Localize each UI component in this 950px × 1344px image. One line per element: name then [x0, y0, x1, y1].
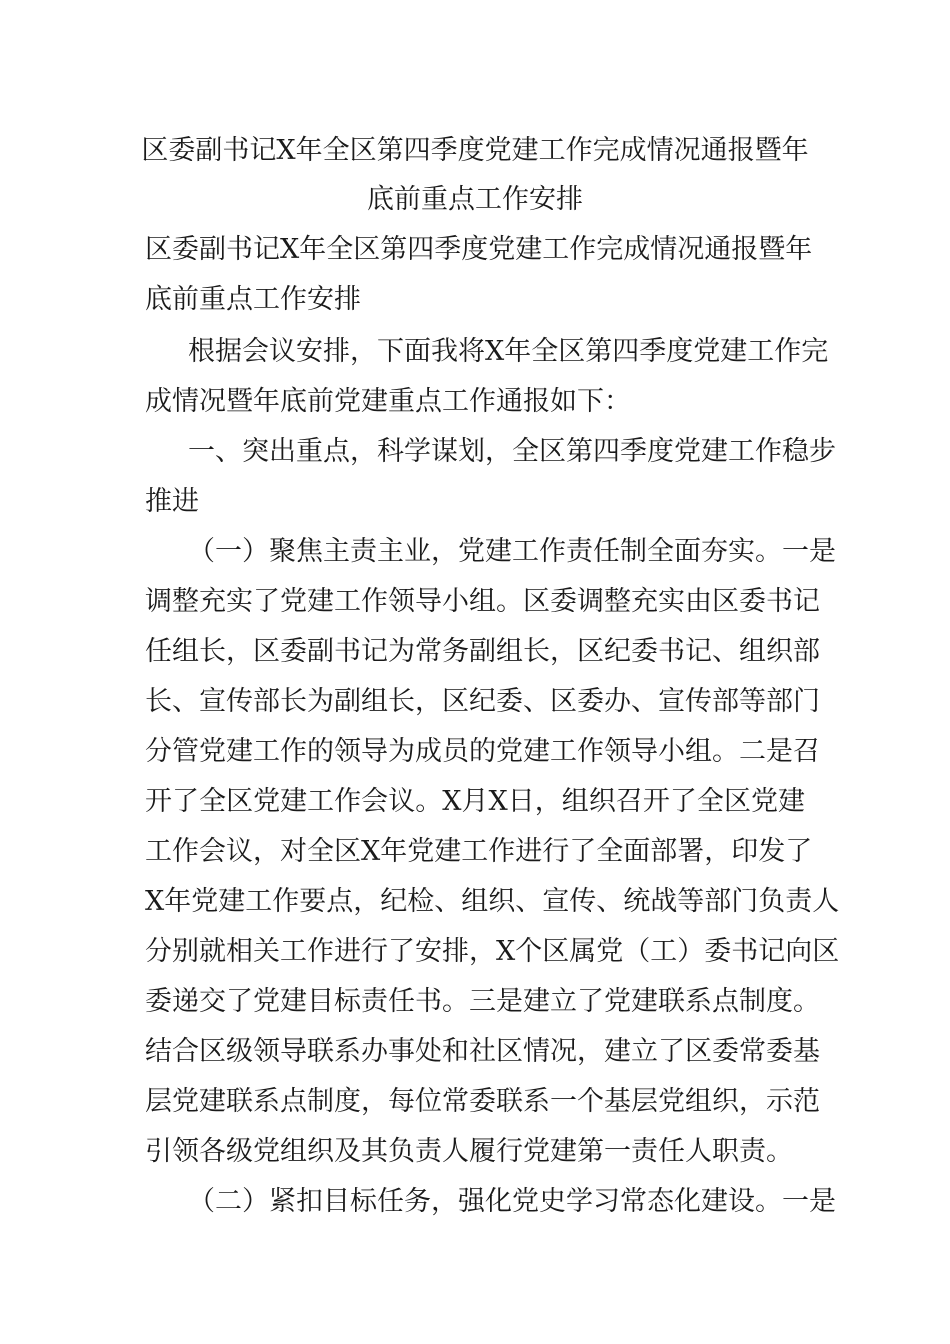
- paragraph-line: 委递交了党建目标责任书。三是建立了党建联系点制度。: [145, 986, 820, 1017]
- paragraph-line: X年党建工作要点，纪检、组织、宣传、统战等部门负责人: [145, 886, 840, 917]
- paragraph-line: （二）紧扣目标任务，强化党史学习常态化建设。一是: [188, 1186, 836, 1217]
- paragraph-intro-line-1: 根据会议安排，下面我将X年全区第四季度党建工作完: [188, 336, 829, 367]
- document-title-line-2: 底前重点工作安排: [367, 184, 583, 215]
- paragraph-line: 任组长，区委副书记为常务副组长，区纪委书记、组织部: [145, 636, 820, 667]
- paragraph-line: 长、宣传部长为副组长，区纪委、区委办、宣传部等部门: [145, 686, 820, 717]
- document-title-line-1: 区委副书记X年全区第四季度党建工作完成情况通报暨年: [141, 135, 809, 166]
- paragraph-line: 分管党建工作的领导为成员的党建工作领导小组。二是召: [145, 736, 820, 767]
- paragraph-line: 调整充实了党建工作领导小组。区委调整充实由区委书记: [145, 586, 820, 617]
- paragraph-line: 引领各级党组织及其负责人履行党建第一责任人职责。: [145, 1136, 793, 1167]
- body-heading-line-1: 区委副书记X年全区第四季度党建工作完成情况通报暨年: [145, 234, 813, 265]
- paragraph-line: 分别就相关工作进行了安排，X个区属党（工）委书记向区: [145, 936, 840, 967]
- paragraph-line: 结合区级领导联系办事处和社区情况，建立了区委常委基: [145, 1036, 820, 1067]
- paragraph-line: 开了全区党建工作会议。X月X日，组织召开了全区党建: [145, 786, 805, 817]
- paragraph-intro-line-2: 成情况暨年底前党建重点工作通报如下：: [145, 386, 631, 417]
- body-heading-line-2: 底前重点工作安排: [145, 284, 361, 315]
- section-heading-line-1: 一、突出重点，科学谋划，全区第四季度党建工作稳步: [188, 436, 836, 467]
- section-heading-line-2: 推进: [145, 486, 199, 517]
- paragraph-line: 层党建联系点制度，每位常委联系一个基层党组织，示范: [145, 1086, 820, 1117]
- paragraph-line: 工作会议，对全区X年党建工作进行了全面部署，印发了: [145, 836, 813, 867]
- paragraph-line: （一）聚焦主责主业，党建工作责任制全面夯实。一是: [188, 536, 836, 567]
